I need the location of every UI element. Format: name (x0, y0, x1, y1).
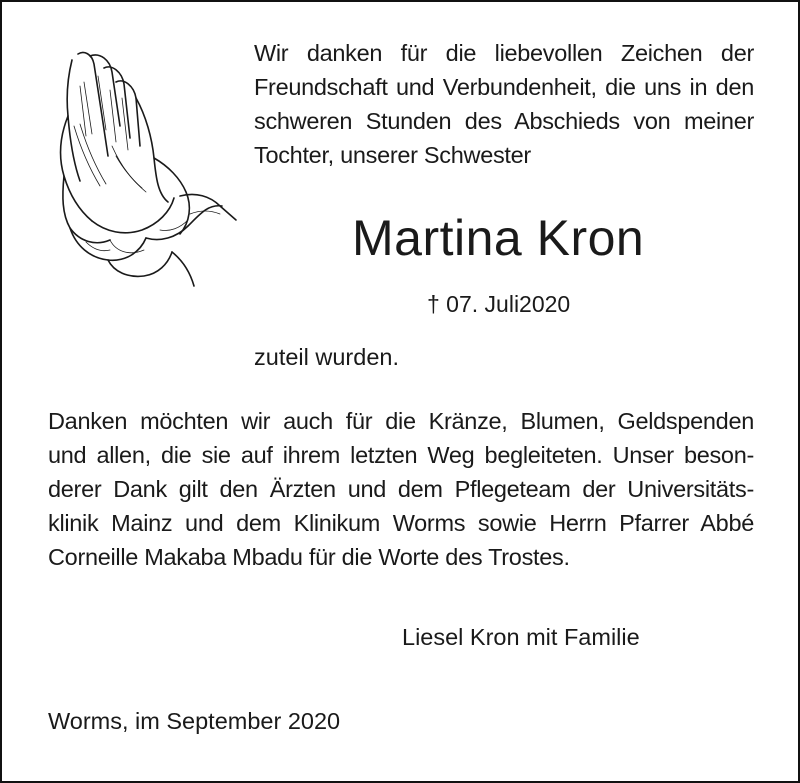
deceased-name: Martina Kron (352, 210, 645, 266)
intro-line: Wir danken für die liebevollen Zeichen der (254, 40, 754, 66)
thanks-line: derer Dank gilt den Ärzten und dem Pflegeteam der Universitäts- (48, 476, 754, 502)
intro-line: schweren Stunden des Abschieds von meiner (254, 108, 754, 134)
place-date: Worms, im September 2020 (48, 708, 341, 734)
thanks-paragraph (48, 404, 754, 574)
intro-line: Tochter, unserer Schwester (254, 142, 531, 168)
death-date: † 07. Juli2020 (427, 291, 571, 317)
thanks-line: klinik Mainz und dem Klinikum Worms sowie Herrn Pfarrer Abbé (48, 510, 754, 536)
continuation-text: zuteil wurden. (254, 344, 399, 370)
thanks-line: und allen, die sie auf ihrem letzten Weg begleiteten. Unser beson- (48, 442, 754, 468)
thanks-line: Corneille Makaba Mbadu für die Worte des Trostes. (48, 544, 570, 570)
intro-line: Freundschaft und Verbundenheit, die uns in den (254, 74, 754, 100)
signature: Liesel Kron mit Familie (402, 624, 640, 650)
intro-paragraph (254, 36, 754, 172)
thanks-line: Danken möchten wir auch für die Kränze, Blumen, Geldspenden (48, 408, 754, 434)
praying-hands-icon (50, 46, 240, 291)
